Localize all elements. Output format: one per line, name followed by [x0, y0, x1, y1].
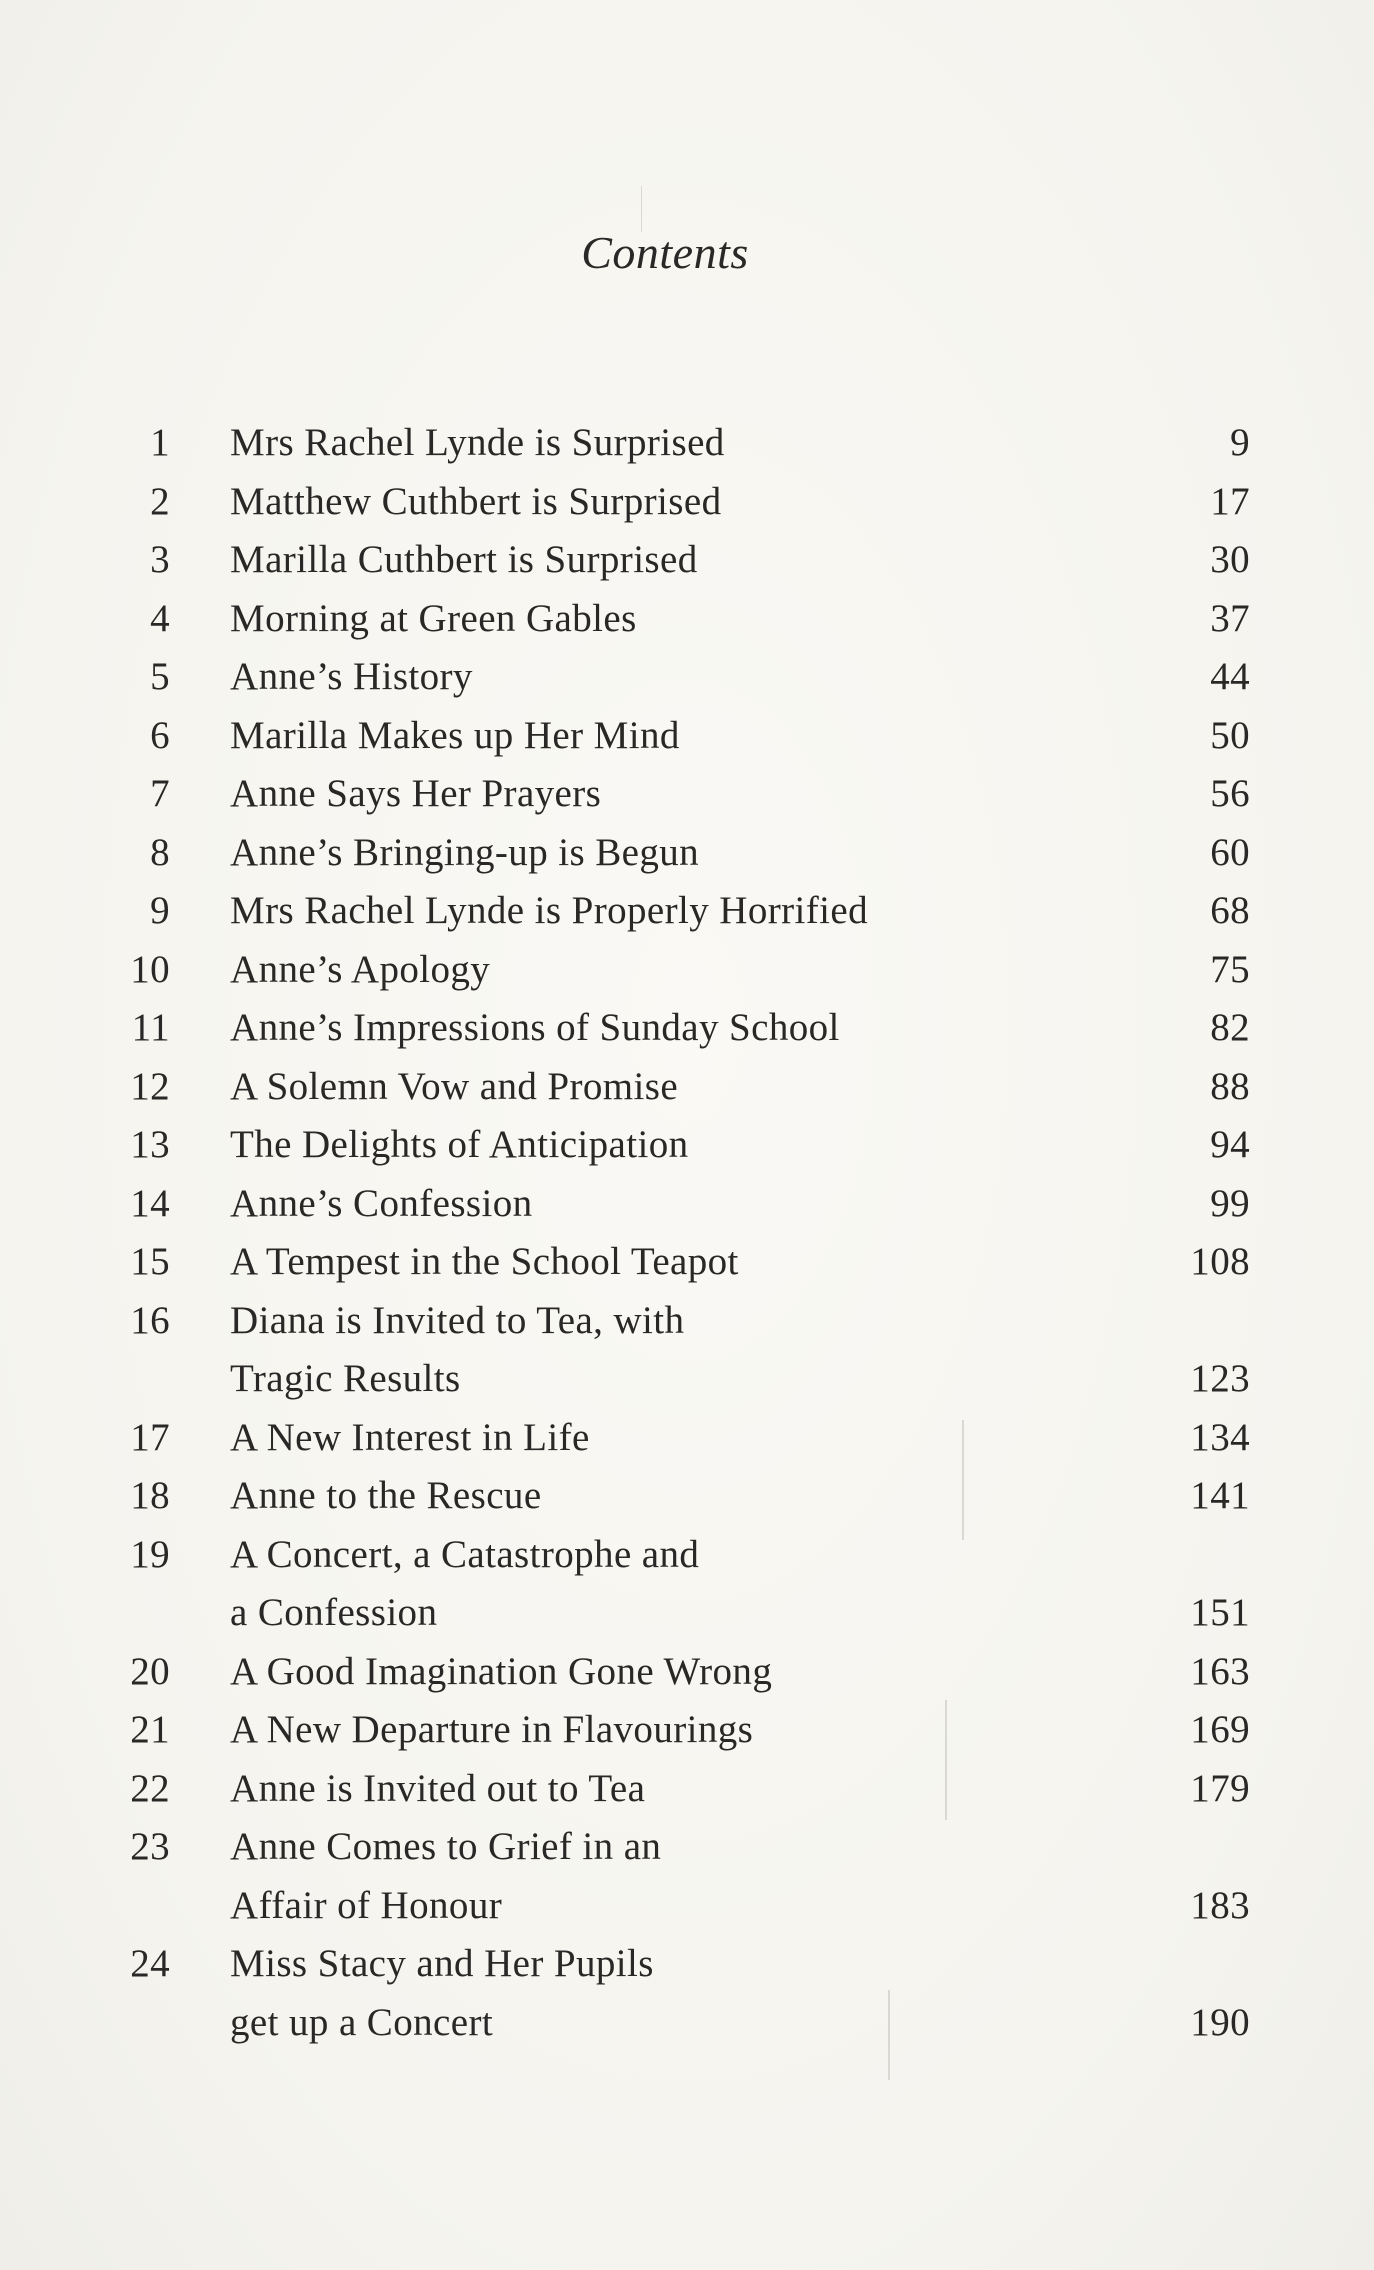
chapter-number: 17 [130, 1415, 170, 1459]
chapter-title-line: A New Interest in Life [230, 1415, 590, 1459]
page-number: 108 [1190, 1240, 1250, 1283]
chapter-number: 11 [131, 1006, 170, 1049]
toc-entry [0, 1760, 1374, 1819]
chapter-number: 23 [130, 1825, 170, 1868]
toc-entry [0, 1058, 1374, 1117]
chapter-title [230, 941, 1130, 1000]
toc-entry [0, 473, 1374, 532]
chapter-title-line: Morning at Green Gables [230, 596, 637, 640]
chapter-title [230, 1409, 1130, 1468]
toc-entry [0, 1935, 1374, 2052]
toc-entry [0, 707, 1374, 766]
chapter-number: 1 [150, 421, 170, 464]
chapter-number: 21 [130, 1708, 170, 1751]
page-number: 88 [1210, 1064, 1250, 1108]
toc-entry [0, 1701, 1374, 1760]
chapter-title-line: Mrs Rachel Lynde is Surprised [230, 421, 725, 464]
chapter-number: 18 [130, 1474, 170, 1517]
page-number: 141 [1190, 1474, 1250, 1517]
chapter-title [230, 414, 1130, 473]
chapter-number: 6 [150, 713, 170, 757]
chapter-title [230, 1292, 1130, 1409]
chapter-title-line: Marilla Makes up Her Mind [230, 713, 680, 757]
chapter-title-line: Mrs Rachel Lynde is Properly Horrified [230, 889, 868, 932]
toc-entry [0, 941, 1374, 1000]
page-number: 123 [1190, 1357, 1250, 1400]
chapter-title-line: Anne Comes to Grief in an [230, 1825, 662, 1868]
chapter-number: 2 [150, 479, 170, 523]
toc-entry [0, 765, 1374, 824]
chapter-title [230, 590, 1130, 649]
chapter-title-line: get up a Concert [230, 2000, 494, 2044]
page-number: 179 [1190, 1766, 1250, 1810]
chapter-title [230, 1935, 1130, 2052]
page-number: 60 [1210, 830, 1250, 874]
toc-entry [0, 1467, 1374, 1526]
chapter-title-line: The Delights of Anticipation [230, 1123, 689, 1166]
chapter-title [230, 1467, 1130, 1526]
page-number: 9 [1230, 421, 1250, 464]
chapter-title [230, 824, 1130, 883]
page-number: 44 [1210, 655, 1250, 698]
chapter-title-line: Anne to the Rescue [230, 1474, 542, 1517]
chapter-title-line: Affair of Honour [230, 1883, 503, 1927]
chapter-title-line: Matthew Cuthbert is Surprised [230, 479, 722, 523]
chapter-number: 14 [130, 1181, 170, 1225]
chapter-title-line: Marilla Cuthbert is Surprised [230, 538, 698, 581]
chapter-title [230, 1818, 1130, 1935]
chapter-number: 4 [150, 596, 170, 640]
chapter-title [230, 648, 1130, 707]
chapter-title-line: Anne’s Apology [230, 947, 491, 991]
toc-entry [0, 882, 1374, 941]
toc-entry [0, 648, 1374, 707]
chapter-title-line: A Solemn Vow and Promise [230, 1064, 679, 1108]
chapter-number: 5 [150, 655, 170, 698]
chapter-title [230, 1058, 1130, 1117]
chapter-title [230, 1175, 1130, 1234]
page-number: 50 [1210, 713, 1250, 757]
table-of-contents [0, 414, 1374, 2052]
toc-entry [0, 1116, 1374, 1175]
chapter-number: 10 [130, 947, 170, 991]
chapter-number: 7 [150, 772, 170, 815]
chapter-title-line: A Tempest in the School Teapot [230, 1240, 739, 1283]
chapter-title [230, 765, 1130, 824]
toc-entry [0, 824, 1374, 883]
toc-entry [0, 1175, 1374, 1234]
chapter-title-line: Diana is Invited to Tea, with [230, 1298, 685, 1342]
page-title: Contents [581, 227, 749, 278]
chapter-number: 12 [130, 1064, 170, 1108]
chapter-title-line: Anne’s Impressions of Sunday School [230, 1006, 840, 1049]
chapter-title-line: a Confession [230, 1591, 438, 1634]
toc-entry [0, 1233, 1374, 1292]
toc-entry [0, 1818, 1374, 1935]
chapter-number: 16 [130, 1298, 170, 1342]
chapter-title [230, 882, 1130, 941]
page-number: 94 [1210, 1123, 1250, 1166]
toc-entry [0, 531, 1374, 590]
chapter-title [230, 531, 1130, 590]
chapter-number: 22 [130, 1766, 170, 1810]
chapter-number: 8 [150, 830, 170, 874]
toc-entry [0, 590, 1374, 649]
chapter-title-line: A Concert, a Catastrophe and [230, 1532, 700, 1576]
chapter-title [230, 1643, 1130, 1702]
page-number: 99 [1210, 1181, 1250, 1225]
chapter-title-line: Miss Stacy and Her Pupils [230, 1942, 654, 1985]
toc-entry [0, 414, 1374, 473]
chapter-title-line: Anne’s History [230, 655, 473, 698]
chapter-title-line: A Good Imagination Gone Wrong [230, 1649, 773, 1693]
chapter-number: 3 [150, 538, 170, 581]
chapter-title-line: Anne is Invited out to Tea [230, 1766, 646, 1810]
chapter-title [230, 1701, 1130, 1760]
toc-entry [0, 1643, 1374, 1702]
chapter-title [230, 1526, 1130, 1643]
chapter-title [230, 1760, 1130, 1819]
chapter-title [230, 999, 1130, 1058]
chapter-number: 20 [130, 1649, 170, 1693]
page-number: 75 [1210, 947, 1250, 991]
toc-entry [0, 1526, 1374, 1643]
chapter-title-line: Anne Says Her Prayers [230, 772, 602, 815]
chapter-title-line: Anne’s Confession [230, 1181, 533, 1225]
chapter-number: 19 [130, 1532, 170, 1576]
toc-entry [0, 999, 1374, 1058]
chapter-title [230, 1116, 1130, 1175]
page-number: 30 [1210, 538, 1250, 581]
page-number: 56 [1210, 772, 1250, 815]
chapter-number: 13 [130, 1123, 170, 1166]
chapter-title [230, 707, 1130, 766]
chapter-title-line: Anne’s Bringing-up is Begun [230, 830, 700, 874]
chapter-number: 9 [150, 889, 170, 932]
page-number: 134 [1190, 1415, 1250, 1459]
page-number: 82 [1210, 1006, 1250, 1049]
page-number: 183 [1190, 1883, 1250, 1927]
page-number: 68 [1210, 889, 1250, 932]
chapter-title-line: Tragic Results [230, 1357, 461, 1400]
chapter-number: 15 [130, 1240, 170, 1283]
toc-entry [0, 1292, 1374, 1409]
chapter-title [230, 1233, 1130, 1292]
page-number: 151 [1190, 1591, 1250, 1634]
page-number: 190 [1190, 2000, 1250, 2044]
page-number: 37 [1210, 596, 1250, 640]
chapter-title [230, 473, 1130, 532]
page-number: 169 [1190, 1708, 1250, 1751]
page-number: 163 [1190, 1649, 1250, 1693]
chapter-number: 24 [130, 1942, 170, 1985]
toc-entry [0, 1409, 1374, 1468]
page-number: 17 [1210, 479, 1250, 523]
chapter-title-line: A New Departure in Flavourings [230, 1708, 754, 1751]
